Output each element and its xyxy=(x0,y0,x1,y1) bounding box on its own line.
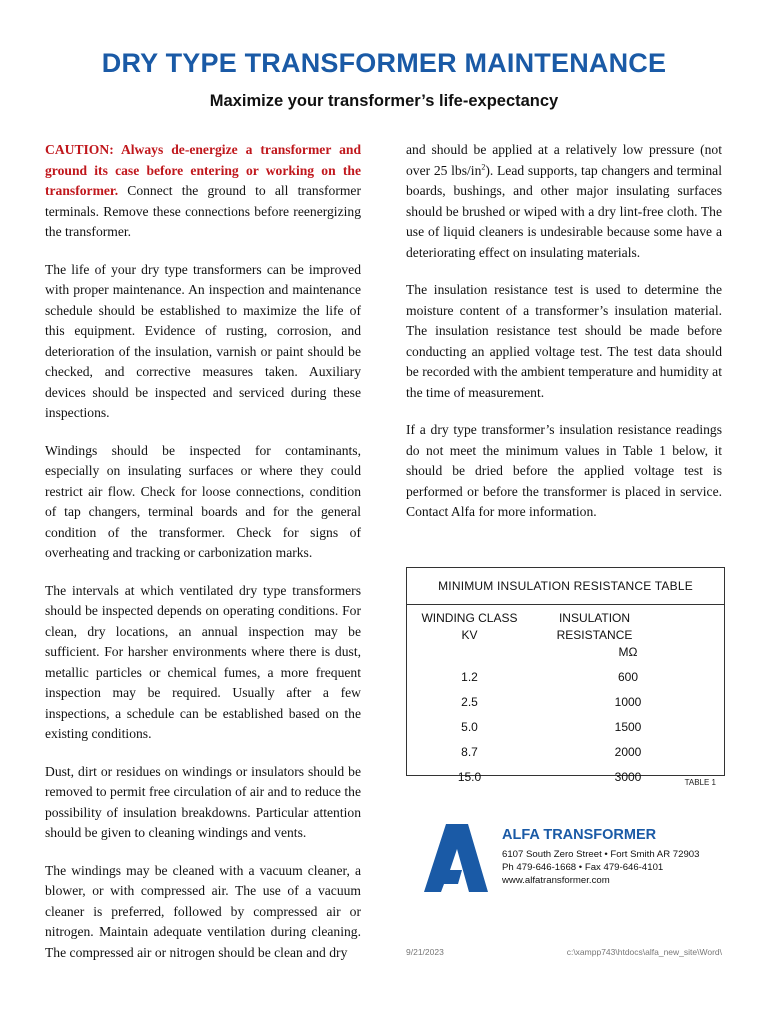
page-title: DRY TYPE TRANSFORMER MAINTENANCE xyxy=(101,48,667,78)
pressure-text-b: ). Lead supports, tap changers and terminal boards, bushings, and other major insulating surfaces should be brushed or wiped with a dry lint-free cloth. The use of liquid cleaners is undesirable because some have a deteriorating effect on insulating materials. xyxy=(406,162,722,260)
header-winding-class-line2: KV xyxy=(461,628,478,642)
paragraph-dust: Dust, dirt or residues on windings or insulators should be removed to permit free circulation of air and to reduce the possibility of insulation breakdowns. Particular attention should be given to cleaning windings and vents. xyxy=(45,763,361,840)
paragraph-cleaning: The windings may be cleaned with a vacuum cleaner, a blower, or with compressed air. The use of a vacuum cleaner is preferred, followed by compressed air or nitrogen. Maintain adequate ventilation during cleaning. The compressed air or nitrogen should be clean and dry xyxy=(45,862,361,960)
company-website[interactable]: www.alfatransformer.com xyxy=(502,875,610,886)
paragraph-windings: Windings should be inspected for contaminants, especially on insulating surfaces or where they could restrict air flow. Check for loose connections, condition of tap changers, terminal boards and for the general condition of the transformer. Check for signs of overheating and tracking or carbonization marks. xyxy=(45,442,361,560)
header-insulation-resistance-line2: MΩ xyxy=(618,645,638,659)
left-column xyxy=(45,140,361,980)
header-insulation-resistance xyxy=(532,610,724,661)
company-name: ALFA TRANSFORMER xyxy=(502,827,657,843)
page-subtitle: Maximize your transformer’s life-expectancy xyxy=(209,92,559,110)
table-row xyxy=(407,740,724,765)
paragraph-maintenance: The life of your dry type transformers can be improved with proper maintenance. An inspection and maintenance schedule should be established to maximize the life of this equipment. Evidence of rusting, corrosion, and deterioration of the insulation, varnish or paint should be checked, and corrective measures taken. Auxiliary devices should be inspected and serviced during these inspections. xyxy=(45,261,361,420)
table-caption: TABLE 1 xyxy=(684,778,716,787)
table-title: MINIMUM INSULATION RESISTANCE TABLE xyxy=(407,568,724,605)
cell-kv: 1.2 xyxy=(461,670,478,684)
header-winding-class xyxy=(407,610,532,661)
footer-path: c:\xampp743\htdocs\alfa_new_site\Word\ xyxy=(566,947,722,957)
pressure-text-a: and should be applied at a relatively low pressure (not over 25 lbs/in xyxy=(406,142,722,178)
cell-mohm: 3000 xyxy=(614,770,642,784)
cell-mohm: 2000 xyxy=(614,745,642,759)
cell-kv: 5.0 xyxy=(461,720,478,734)
table-row xyxy=(407,665,724,690)
table-body xyxy=(407,665,724,790)
company-address: 6107 South Zero Street • Fort Smith AR 72903 xyxy=(502,849,700,860)
company-block xyxy=(502,827,699,887)
cell-mohm: 1000 xyxy=(614,695,642,709)
caution-rest: Connect the ground to all transformer terminals. Remove these connections before reenergizing the transformer. xyxy=(45,183,361,239)
cell-mohm: 1500 xyxy=(614,720,642,734)
right-column xyxy=(406,140,722,540)
cell-kv: 2.5 xyxy=(461,695,478,709)
caution-paragraph xyxy=(45,140,361,243)
cell-kv: 8.7 xyxy=(461,745,478,759)
caution-text: CAUTION: Always de-energize a transformer and ground its case before entering or working on the transformer. xyxy=(45,142,361,198)
company-phone: Ph 479-646-1668 • Fax 479-646-4101 xyxy=(502,862,664,873)
table-row xyxy=(407,715,724,740)
footer-date: 9/21/2023 xyxy=(406,947,444,957)
paragraph-readings: If a dry type transformer’s insulation resistance readings do not meet the minimum values in Table 1 below, it should be dried before the applied voltage test is performed or before the transformer is placed in service. Contact Alfa for more information. xyxy=(406,422,722,519)
cell-kv: 15.0 xyxy=(457,770,482,784)
header-insulation-resistance-line1: INSULATION RESISTANCE xyxy=(556,611,633,642)
table-header xyxy=(407,610,724,661)
alfa-logo-icon xyxy=(424,824,488,892)
paragraph-insulation-test: The insulation resistance test is used to determine the moisture content of a transformer’s insulation material. The insulation resistance test should be made before conducting an applied voltage test. The test data should be recorded with the ambient temperature and humidity at the time of measurement. xyxy=(406,282,722,400)
header-winding-class-line1: WINDING CLASS xyxy=(421,611,518,625)
cell-mohm: 600 xyxy=(617,670,639,684)
pressure-superscript: 2 xyxy=(481,161,486,171)
paragraph-intervals: The intervals at which ventilated dry type transformers should be inspected depends on operating conditions. For clean, dry locations, an annual inspection may be sufficient. For harsher environments where there is dust, metallic particles or chemical fumes, a more frequent inspection may be required. Usually after a few inspections, a schedule can be established based on the existing conditions. xyxy=(45,582,361,741)
paragraph-pressure xyxy=(406,140,722,263)
table-row xyxy=(407,690,724,715)
